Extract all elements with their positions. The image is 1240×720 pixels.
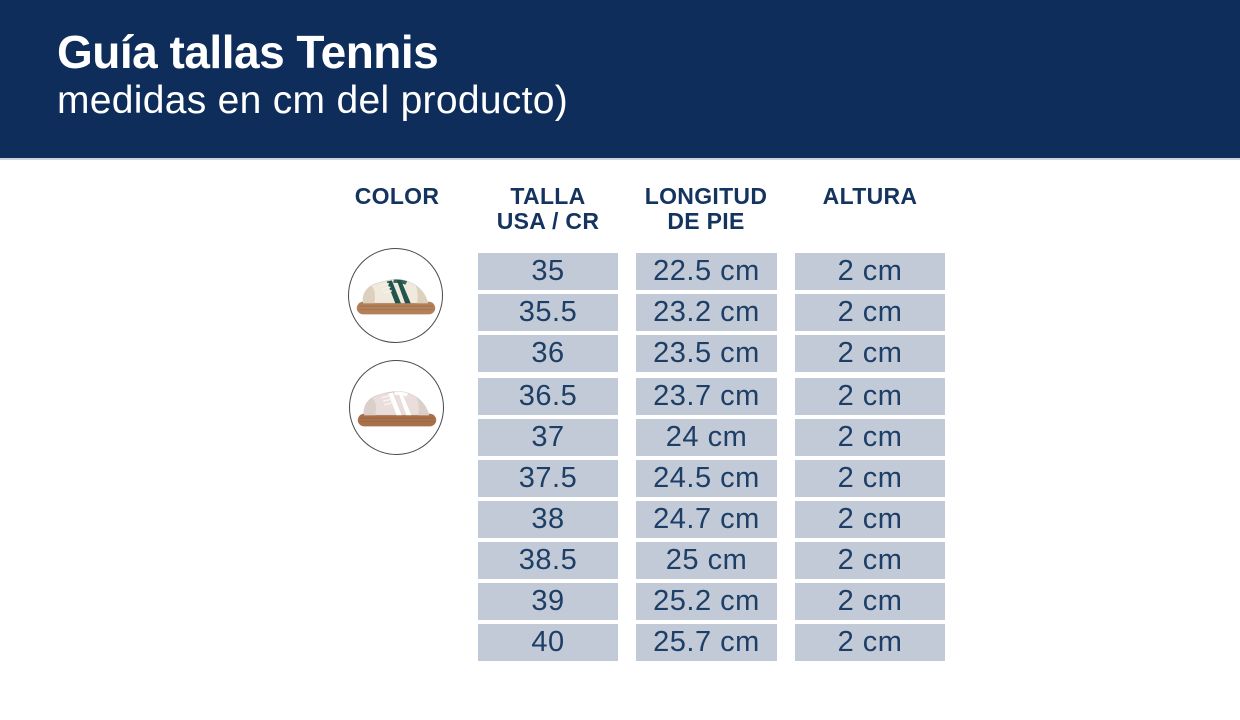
shoe-colorway-2-image [349, 360, 444, 455]
column-header-color-label: COLOR [354, 183, 440, 209]
column-header-color [317, 184, 477, 209]
cell-longitud: 25.7 cm [636, 624, 777, 661]
size-row [478, 419, 945, 456]
size-row [478, 294, 945, 331]
size-table [478, 253, 945, 665]
cell-talla: 36 [478, 335, 618, 372]
size-row [478, 253, 945, 290]
size-row [478, 501, 945, 538]
cell-altura: 2 cm [795, 253, 945, 290]
cell-talla: 37 [478, 419, 618, 456]
column-header-longitud-line2: DE PIE [667, 208, 745, 234]
cell-altura: 2 cm [795, 378, 945, 415]
size-row [478, 624, 945, 661]
column-header-longitud [626, 184, 786, 234]
size-row [478, 542, 945, 579]
column-header-talla-line1: TALLA [510, 183, 586, 209]
cell-talla: 39 [478, 583, 618, 620]
cell-altura: 2 cm [795, 419, 945, 456]
cell-altura: 2 cm [795, 583, 945, 620]
cell-altura: 2 cm [795, 624, 945, 661]
cell-longitud: 24.7 cm [636, 501, 777, 538]
cell-talla: 35 [478, 253, 618, 290]
page-subtitle: medidas en cm del producto) [57, 79, 569, 123]
cell-talla: 40 [478, 624, 618, 661]
column-header-altura-label: ALTURA [822, 183, 918, 209]
cell-longitud: 23.2 cm [636, 294, 777, 331]
size-row [478, 335, 945, 372]
page-title: Guía tallas Tennis [57, 26, 439, 78]
cell-altura: 2 cm [795, 335, 945, 372]
cell-talla: 36.5 [478, 378, 618, 415]
column-header-altura [788, 184, 952, 209]
sneaker-side-view-icon [354, 271, 438, 320]
cell-talla: 37.5 [478, 460, 618, 497]
cell-altura: 2 cm [795, 501, 945, 538]
column-header-talla [468, 184, 628, 234]
cell-altura: 2 cm [795, 294, 945, 331]
sneaker-side-view-icon [355, 383, 439, 432]
size-row [478, 583, 945, 620]
cell-longitud: 23.5 cm [636, 335, 777, 372]
cell-altura: 2 cm [795, 542, 945, 579]
cell-longitud: 22.5 cm [636, 253, 777, 290]
header-banner [0, 0, 1240, 160]
size-row [478, 378, 945, 415]
cell-talla: 35.5 [478, 294, 618, 331]
cell-talla: 38.5 [478, 542, 618, 579]
cell-altura: 2 cm [795, 460, 945, 497]
column-header-talla-line2: USA / CR [496, 208, 600, 234]
cell-longitud: 25 cm [636, 542, 777, 579]
size-row [478, 460, 945, 497]
cell-longitud: 24 cm [636, 419, 777, 456]
cell-longitud: 24.5 cm [636, 460, 777, 497]
cell-longitud: 23.7 cm [636, 378, 777, 415]
cell-talla: 38 [478, 501, 618, 538]
shoe-colorway-1-image [348, 248, 443, 343]
column-header-longitud-line1: LONGITUD [644, 183, 768, 209]
cell-longitud: 25.2 cm [636, 583, 777, 620]
